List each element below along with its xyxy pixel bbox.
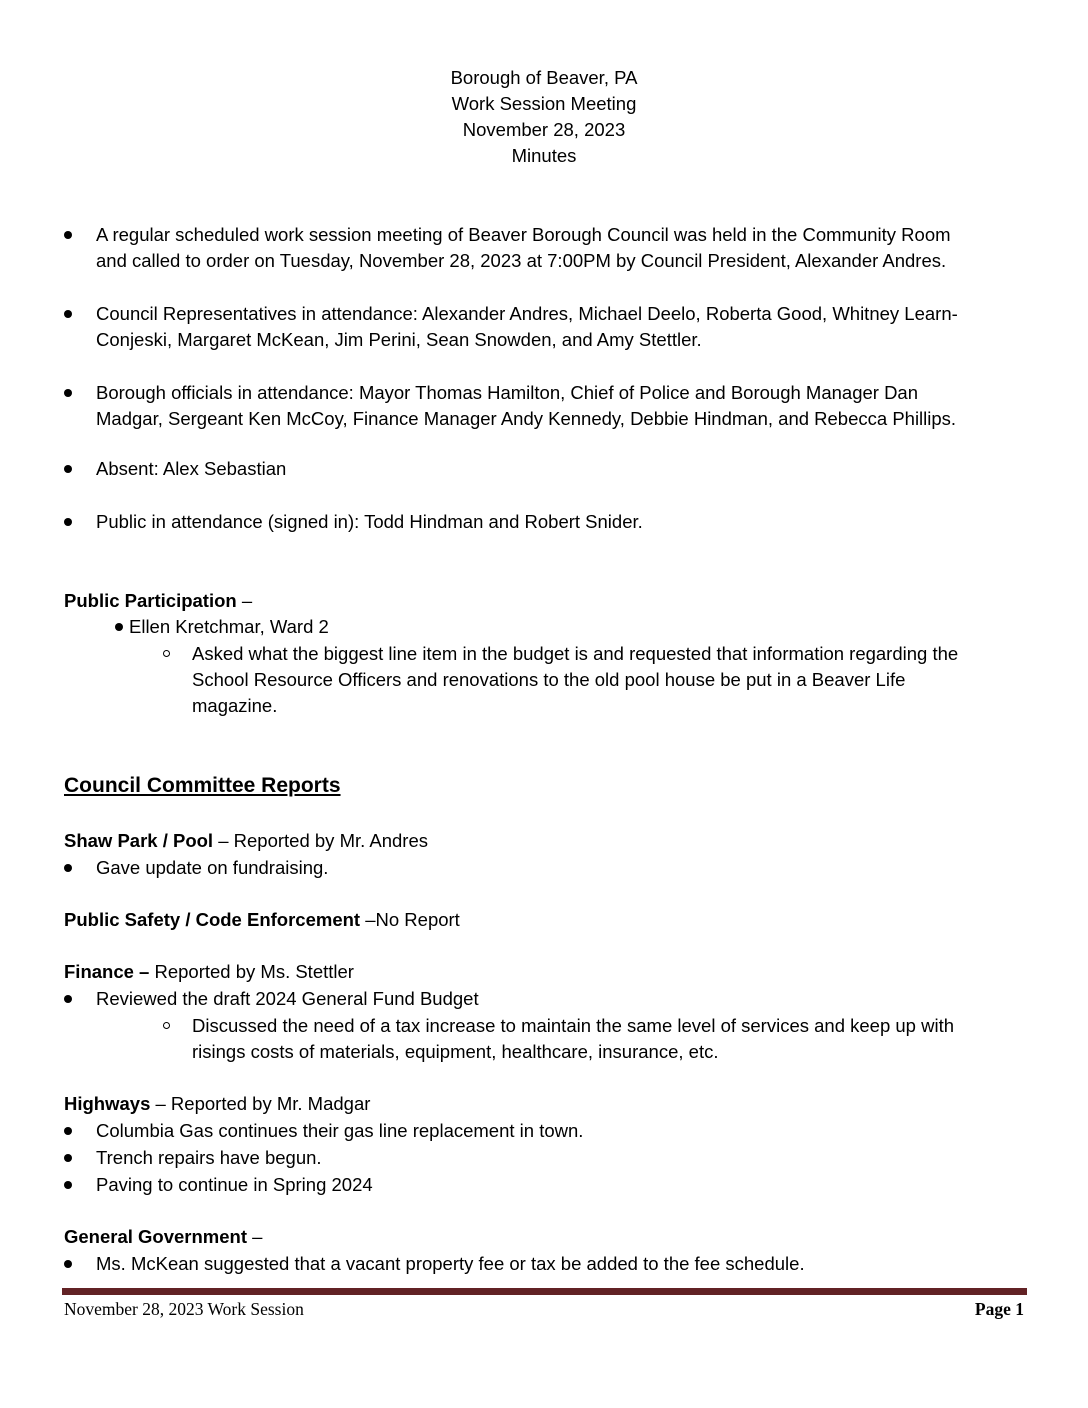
report-item: Gave update on fundraising. bbox=[96, 857, 329, 878]
bullet-icon bbox=[64, 518, 72, 526]
footer-meeting-label: November 28, 2023 Work Session bbox=[64, 1299, 304, 1319]
attendance-text-line: Absent: Alex Sebastian bbox=[96, 458, 287, 479]
document-type: Minutes bbox=[511, 145, 577, 166]
bullet-icon bbox=[64, 1181, 72, 1189]
report-title: General Government bbox=[64, 1226, 248, 1247]
attendance-text-line: Borough officials in attendance: Mayor Thomas Hamilton, Chief of Police and Borough Manager Dan bbox=[96, 382, 919, 403]
committee-reports-heading: Council Committee Reports bbox=[64, 774, 341, 797]
attendance-text-line: Conjeski, Margaret McKean, Jim Perini, Sean Snowden, and Amy Stettler. bbox=[96, 329, 702, 350]
comment-text-line: School Resource Officers and renovations to the old pool house be put in a Beaver Life bbox=[192, 669, 906, 690]
bullet-icon bbox=[64, 1127, 72, 1135]
attendance-text-line: A regular scheduled work session meeting of Beaver Borough Council was held in the Community Room bbox=[96, 224, 951, 245]
bullet-icon bbox=[64, 864, 72, 872]
bullet-icon bbox=[64, 465, 72, 473]
report-item: Trench repairs have begun. bbox=[96, 1147, 322, 1168]
report-sub-item-line: Discussed the need of a tax increase to maintain the same level of services and keep up with bbox=[192, 1015, 955, 1036]
report-item: Reviewed the draft 2024 General Fund Budget bbox=[96, 988, 479, 1009]
report-reporter: – Reported by Mr. Andres bbox=[213, 830, 428, 851]
meeting-date: November 28, 2023 bbox=[462, 119, 626, 140]
report-title: Shaw Park / Pool bbox=[64, 830, 214, 851]
footer-page-number: Page 1 bbox=[974, 1299, 1024, 1319]
attendance-text-line: Council Representatives in attendance: Alexander Andres, Michael Deelo, Roberta Good, Whitney Learn- bbox=[96, 303, 958, 324]
report-title: Finance – bbox=[64, 961, 150, 982]
section-heading bbox=[64, 588, 252, 614]
comment-text-line: magazine. bbox=[192, 695, 278, 716]
report-reporter: – bbox=[247, 1226, 263, 1247]
bullet-icon bbox=[64, 995, 72, 1003]
footer-rule bbox=[62, 1288, 1027, 1295]
heading-dash: – bbox=[236, 590, 253, 611]
bullet-icon bbox=[115, 623, 123, 631]
report-item: Paving to continue in Spring 2024 bbox=[96, 1174, 373, 1195]
report-item: Ms. McKean suggested that a vacant property fee or tax be added to the fee schedule. bbox=[96, 1253, 805, 1274]
organization-name: Borough of Beaver, PA bbox=[450, 67, 638, 88]
report-item: Columbia Gas continues their gas line replacement in town. bbox=[96, 1120, 584, 1141]
bullet-icon bbox=[64, 389, 72, 397]
bullet-icon bbox=[64, 1260, 72, 1268]
report-title: Highways bbox=[64, 1093, 151, 1114]
attendance-text-line: Madgar, Sergeant Ken McCoy, Finance Manager Andy Kennedy, Debbie Hindman, and Rebecca Phillips. bbox=[96, 408, 957, 429]
report-reporter: – Reported by Mr. Madgar bbox=[150, 1093, 371, 1114]
attendance-text-line: and called to order on Tuesday, November 28, 2023 at 7:00PM by Council President, Alexander Andres. bbox=[96, 250, 947, 271]
comment-text-line: Asked what the biggest line item in the budget is and requested that information regarding the bbox=[192, 643, 959, 664]
bullet-icon bbox=[64, 310, 72, 318]
report-reporter: Reported by Ms. Stettler bbox=[149, 961, 354, 982]
hollow-bullet-icon bbox=[163, 1022, 170, 1029]
report-title: Public Safety / Code Enforcement bbox=[64, 909, 361, 930]
bullet-icon bbox=[64, 1154, 72, 1162]
meeting-type: Work Session Meeting bbox=[451, 93, 637, 114]
document-title-block bbox=[0, 65, 1088, 169]
speaker-name: Ellen Kretchmar, Ward 2 bbox=[129, 616, 329, 637]
report-reporter: –No Report bbox=[360, 909, 460, 930]
report-sub-item-line: risings costs of materials, equipment, healthcare, insurance, etc. bbox=[192, 1041, 719, 1062]
hollow-bullet-icon bbox=[163, 650, 170, 657]
bullet-icon bbox=[64, 231, 72, 239]
public-participation-heading: Public Participation bbox=[64, 590, 237, 611]
attendance-text-line: Public in attendance (signed in): Todd Hindman and Robert Snider. bbox=[96, 511, 643, 532]
